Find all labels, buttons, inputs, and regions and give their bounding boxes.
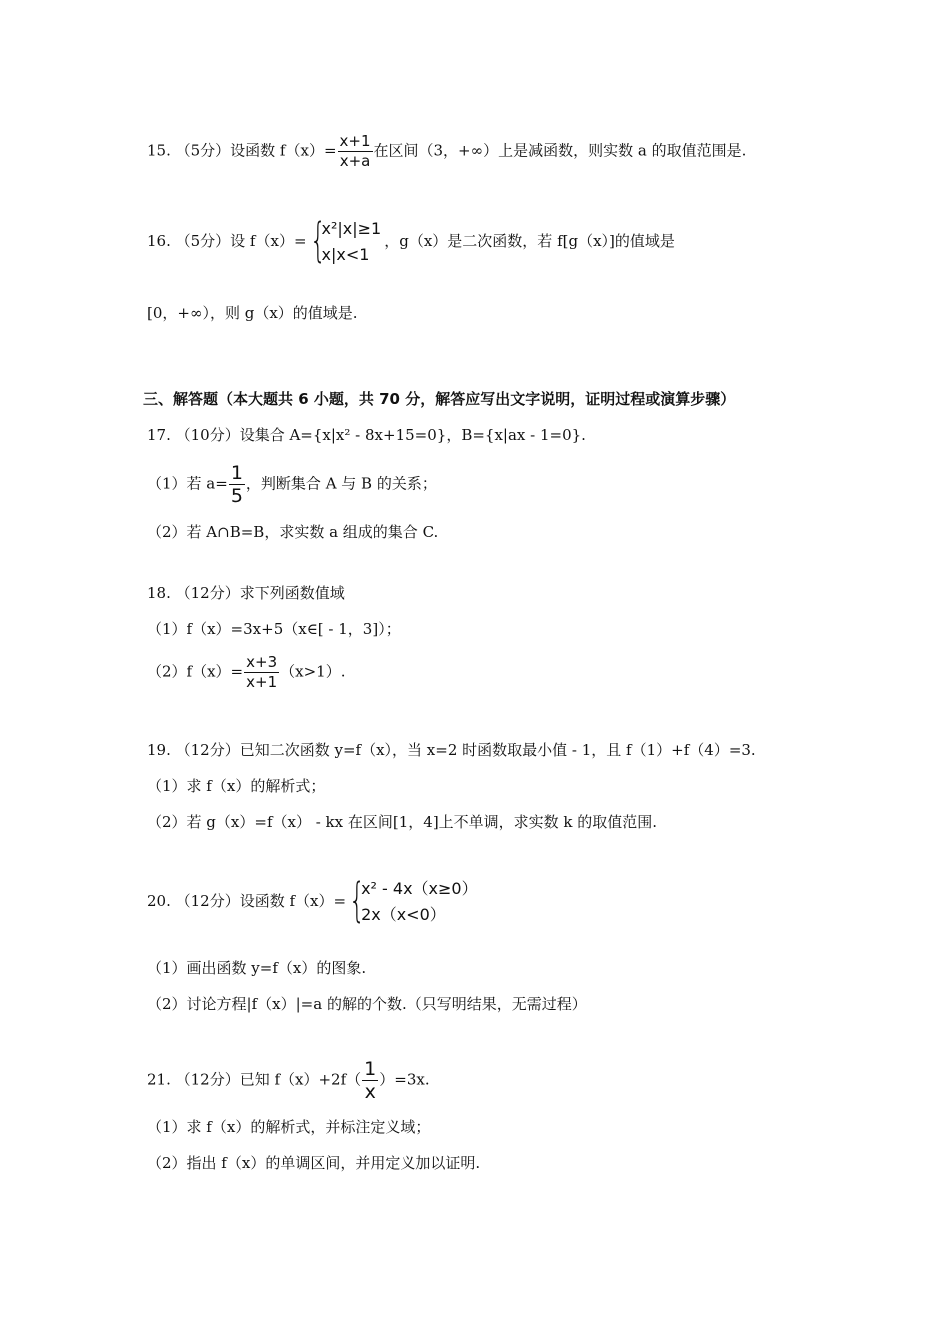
q20-piecewise (349, 873, 478, 928)
q16-case-1: x²|x|≥1 (321, 219, 382, 238)
question-19-part-1: （1）求 f（x）的解析式； (147, 777, 326, 795)
q17-numerator: 1 (230, 462, 243, 484)
q18-denominator: x+1 (246, 673, 278, 691)
q20-case-1: x² - 4x（x≥0） (361, 879, 478, 898)
question-21-part-1: （1）求 f（x）的解析式，并标注定义域； (147, 1118, 431, 1136)
question-18-part-2 (147, 653, 345, 692)
left-brace-icon: { (309, 213, 326, 267)
q15-denominator: x+a (339, 152, 371, 170)
q17-denominator: 5 (230, 485, 243, 507)
q15-prefix: 15. （5分）设函数 f（x）= (147, 141, 337, 160)
question-17: 17. （10分）设集合 A={x|x² - 8x+15=0}，B={x|ax - 1=0}. (147, 426, 586, 444)
q16-prefix: 16. （5分）设 f（x）= (147, 232, 307, 250)
q21-prefix: 21. （12分）已知 f（x）+2f（ (147, 1070, 362, 1089)
question-20 (147, 873, 481, 928)
question-21 (147, 1058, 430, 1103)
q16-piecewise (309, 213, 382, 268)
question-16-continued: [0，+∞），则 g（x）的值域是. (147, 304, 358, 322)
q18-numerator: x+3 (246, 653, 278, 671)
q18-p2-prefix: （2）f（x）= (147, 662, 244, 681)
q21-suffix: ）=3x. (379, 1070, 430, 1089)
question-19-part-2: （2）若 g（x）=f（x） - kx 在区间[1，4]上不单调，求实数 k 的取值范围. (147, 813, 658, 831)
q15-suffix: 在区间（3，+∞）上是减函数，则实数 a 的取值范围是. (373, 141, 747, 160)
question-20-part-1: （1）画出函数 y=f（x）的图象. (147, 959, 367, 977)
question-18-part-1: （1）f（x）=3x+5（x∈[ - 1，3]）； (147, 620, 401, 638)
q17-p1-suffix: ，判断集合 A 与 B 的关系； (245, 474, 437, 493)
question-15 (147, 132, 746, 171)
q18-fraction (244, 653, 279, 692)
q20-prefix: 20. （12分）设函数 f（x）= (147, 892, 347, 910)
question-20-part-2: （2）讨论方程|f（x）|=a 的解的个数.（只写明结果，无需过程） (147, 995, 587, 1013)
question-21-part-2: （2）指出 f（x）的单调区间，并用定义加以证明. (147, 1154, 481, 1172)
q15-fraction (338, 132, 373, 171)
left-brace-icon: { (349, 873, 366, 927)
q18-p2-suffix: （x>1）. (280, 662, 346, 681)
question-19: 19. （12分）已知二次函数 y=f（x），当 x=2 时函数取最小值 - 1，且 f（1）+f（4）=3. (147, 741, 756, 759)
q20-case-2: 2x（x<0） (361, 905, 446, 924)
q16-case-2: x|x<1 (321, 245, 370, 264)
q17-p1-prefix: （1）若 a= (147, 474, 228, 493)
question-17-part-1 (147, 462, 437, 507)
q21-denominator: x (364, 1081, 376, 1103)
question-18: 18. （12分）求下列函数值域 (147, 584, 345, 602)
q21-numerator: 1 (364, 1058, 377, 1080)
section-heading: 三、解答题（本大题共 6 小题，共 70 分，解答应写出文字说明，证明过程或演算步骤） (143, 390, 736, 408)
q15-numerator: x+1 (339, 132, 371, 150)
q17-fraction (229, 462, 245, 507)
question-17-part-2: （2）若 A∩B=B，求实数 a 组成的集合 C. (147, 523, 439, 541)
question-16 (147, 213, 675, 268)
q16-suffix: ，g（x）是二次函数，若 f[g（x）]的值域是 (384, 232, 675, 250)
q21-fraction (362, 1058, 378, 1103)
